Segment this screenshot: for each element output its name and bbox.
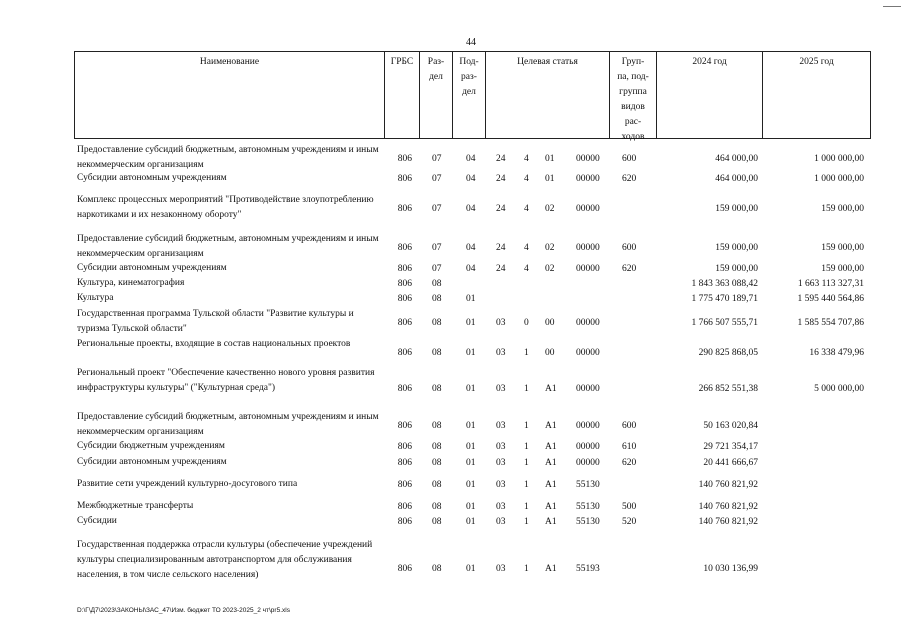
cell-v2025: 159 000,00 bbox=[821, 203, 864, 214]
cell-v2025: 1 585 554 707,86 bbox=[797, 317, 864, 328]
cell-v2024: 464 000,00 bbox=[715, 174, 758, 184]
cell-rz: 08 bbox=[432, 442, 442, 452]
cell-grbs: 806 bbox=[397, 480, 412, 490]
cell-pr: 01 bbox=[466, 458, 476, 468]
cell-t2: 4 bbox=[524, 264, 529, 274]
cell-vr: 600 bbox=[622, 242, 637, 253]
cell-t1: 24 bbox=[496, 153, 506, 164]
cell-t1: 03 bbox=[496, 420, 506, 431]
cell-t4: 55130 bbox=[576, 502, 600, 512]
row-name: Комплекс процессных мероприятий "Противодействие злоупотреблению наркотиками и их незаконному обороту" bbox=[77, 195, 374, 220]
table-row bbox=[0, 499, 905, 514]
cell-t4: 00000 bbox=[576, 264, 600, 274]
cell-v2025: 16 338 479,96 bbox=[809, 347, 864, 358]
cell-t3: 00 bbox=[545, 317, 555, 328]
cell-pr: 01 bbox=[466, 563, 476, 574]
table-row bbox=[0, 143, 905, 173]
row-name: Предоставление субсидий бюджетным, автономным учреждениям и иным некоммерческим организациям bbox=[77, 234, 379, 259]
cell-t4: 55193 bbox=[576, 563, 600, 574]
cell-grbs: 806 bbox=[397, 203, 412, 214]
table-row bbox=[0, 514, 905, 529]
cell-rz: 07 bbox=[432, 264, 442, 274]
cell-pr: 04 bbox=[466, 153, 476, 164]
cell-grbs: 806 bbox=[397, 384, 412, 394]
cell-grbs: 806 bbox=[397, 279, 412, 289]
cell-t4: 00000 bbox=[576, 203, 600, 214]
cell-v2025: 159 000,00 bbox=[821, 264, 864, 274]
cell-t3: A1 bbox=[545, 458, 557, 468]
cell-pr: 01 bbox=[466, 480, 476, 490]
cell-grbs: 806 bbox=[397, 242, 412, 253]
cell-vr: 620 bbox=[622, 264, 637, 274]
cell-t3: A1 bbox=[545, 480, 557, 490]
cell-v2025: 1 000 000,00 bbox=[814, 174, 864, 184]
cell-v2024: 50 163 020,84 bbox=[703, 420, 758, 431]
cell-t4: 00000 bbox=[576, 442, 600, 452]
table-row bbox=[0, 291, 905, 306]
cell-rz: 08 bbox=[432, 420, 442, 431]
cell-v2024: 1 766 507 555,71 bbox=[691, 317, 758, 328]
row-name: Предоставление субсидий бюджетным, автономным учреждениям и иным некоммерческим организациям bbox=[77, 145, 379, 170]
cell-t2: 1 bbox=[524, 563, 529, 574]
cell-v2025: 1 595 440 564,86 bbox=[797, 294, 864, 304]
cell-v2024: 140 760 821,92 bbox=[698, 517, 758, 527]
cell-grbs: 806 bbox=[397, 153, 412, 164]
header-group: Груп- па, под- группа видов рас- ходов bbox=[610, 52, 657, 138]
cell-pr: 01 bbox=[466, 517, 476, 527]
cell-pr: 01 bbox=[466, 442, 476, 452]
cell-pr: 01 bbox=[466, 347, 476, 358]
cell-t2: 1 bbox=[524, 502, 529, 512]
cell-t3: 00 bbox=[545, 347, 555, 358]
cell-t3: A1 bbox=[545, 517, 557, 527]
row-name: Субсидии автономным учреждениям bbox=[77, 263, 227, 273]
cell-t2: 4 bbox=[524, 174, 529, 184]
cell-t1: 24 bbox=[496, 242, 506, 253]
header-2025: 2025 год bbox=[799, 57, 834, 67]
cell-rz: 08 bbox=[432, 502, 442, 512]
cell-t2: 1 bbox=[524, 517, 529, 527]
cell-vr: 600 bbox=[622, 420, 637, 431]
row-name: Субсидии автономным учреждениям bbox=[77, 173, 227, 183]
cell-vr: 520 bbox=[622, 517, 637, 527]
cell-t4: 00000 bbox=[576, 153, 600, 164]
row-name: Субсидии автономным учреждениям bbox=[77, 457, 227, 467]
cell-t4: 00000 bbox=[576, 347, 600, 358]
row-name: Культура, кинематография bbox=[77, 278, 185, 288]
cell-t2: 1 bbox=[524, 384, 529, 394]
row-name: Государственная поддержка отрасли культуры (обеспечение учреждений культуры специализированным автотранспортом для обслуживания населения, в том числе сельского населения) bbox=[77, 540, 373, 580]
cell-t1: 03 bbox=[496, 480, 506, 490]
cell-vr: 620 bbox=[622, 458, 637, 468]
header-target: Целевая статья bbox=[486, 52, 610, 138]
header-podrazdel: Под- раз- дел bbox=[453, 52, 486, 138]
cell-v2025: 1 000 000,00 bbox=[814, 153, 864, 164]
table-row bbox=[0, 477, 905, 492]
cell-t4: 00000 bbox=[576, 317, 600, 328]
cell-v2024: 20 441 666,67 bbox=[703, 458, 758, 468]
row-name: Субсидии bbox=[77, 516, 117, 526]
file-path-footer: D:\Г\Д7\2023\ЗАКОНЫ\ЗАС_47\Изм. бюджет ТО 2023-2025_2 чт\pr5.xls bbox=[77, 607, 290, 614]
cell-grbs: 806 bbox=[397, 563, 412, 574]
cell-t1: 03 bbox=[496, 317, 506, 328]
table-row bbox=[0, 410, 905, 440]
cell-t3: A1 bbox=[545, 420, 557, 431]
cell-v2024: 1 843 363 088,42 bbox=[691, 279, 758, 289]
cell-vr: 610 bbox=[622, 442, 637, 452]
cell-v2024: 10 030 136,99 bbox=[703, 563, 758, 574]
cell-t3: 02 bbox=[545, 242, 555, 253]
cell-t3: 01 bbox=[545, 174, 555, 184]
cell-t1: 03 bbox=[496, 502, 506, 512]
cell-t3: 02 bbox=[545, 203, 555, 214]
cell-rz: 07 bbox=[432, 242, 442, 253]
cell-rz: 07 bbox=[432, 203, 442, 214]
cell-vr: 600 bbox=[622, 153, 637, 164]
cell-grbs: 806 bbox=[397, 442, 412, 452]
cell-vr: 500 bbox=[622, 502, 637, 512]
cell-v2025: 5 000 000,00 bbox=[814, 384, 864, 394]
cell-t2: 1 bbox=[524, 420, 529, 431]
cell-v2024: 159 000,00 bbox=[715, 264, 758, 274]
cell-t2: 0 bbox=[524, 317, 529, 328]
cell-t2: 4 bbox=[524, 153, 529, 164]
cell-grbs: 806 bbox=[397, 347, 412, 358]
table-row bbox=[0, 439, 905, 454]
table-row bbox=[0, 171, 905, 186]
cell-v2024: 464 000,00 bbox=[715, 153, 758, 164]
cell-t4: 00000 bbox=[576, 174, 600, 184]
cell-t3: A1 bbox=[545, 384, 557, 394]
cell-rz: 08 bbox=[432, 279, 442, 289]
cell-t2: 1 bbox=[524, 442, 529, 452]
cell-t4: 00000 bbox=[576, 420, 600, 431]
row-name: Государственная программа Тульской области "Развитие культуры и туризма Тульской области" bbox=[77, 309, 354, 334]
cell-pr: 04 bbox=[466, 174, 476, 184]
cell-t4: 00000 bbox=[576, 384, 600, 394]
cell-t4: 00000 bbox=[576, 458, 600, 468]
table-row bbox=[0, 538, 905, 598]
cell-rz: 08 bbox=[432, 517, 442, 527]
cell-t3: A1 bbox=[545, 502, 557, 512]
cell-t3: 01 bbox=[545, 153, 555, 164]
cell-pr: 01 bbox=[466, 420, 476, 431]
table-row bbox=[0, 232, 905, 262]
cell-t2: 4 bbox=[524, 203, 529, 214]
cell-pr: 04 bbox=[466, 203, 476, 214]
cell-t4: 00000 bbox=[576, 242, 600, 253]
cell-t2: 4 bbox=[524, 242, 529, 253]
cell-grbs: 806 bbox=[397, 317, 412, 328]
cell-pr: 01 bbox=[466, 502, 476, 512]
cell-t1: 24 bbox=[496, 203, 506, 214]
cell-t2: 1 bbox=[524, 347, 529, 358]
cell-rz: 07 bbox=[432, 153, 442, 164]
row-name: Субсидии бюджетным учреждениям bbox=[77, 441, 225, 451]
cell-t2: 1 bbox=[524, 458, 529, 468]
table-row bbox=[0, 337, 905, 367]
table-header bbox=[74, 51, 871, 142]
cell-grbs: 806 bbox=[397, 458, 412, 468]
cell-rz: 08 bbox=[432, 347, 442, 358]
cell-v2024: 29 721 354,17 bbox=[703, 442, 758, 452]
cell-rz: 08 bbox=[432, 384, 442, 394]
cell-grbs: 806 bbox=[397, 294, 412, 304]
page-number: 44 bbox=[466, 37, 476, 48]
cell-t1: 24 bbox=[496, 174, 506, 184]
table-row bbox=[0, 193, 905, 223]
cell-rz: 08 bbox=[432, 458, 442, 468]
cell-grbs: 806 bbox=[397, 264, 412, 274]
cell-rz: 07 bbox=[432, 174, 442, 184]
row-name: Региональные проекты, входящие в состав национальных проектов bbox=[77, 339, 351, 349]
cell-pr: 04 bbox=[466, 242, 476, 253]
cell-v2024: 1 775 470 189,71 bbox=[691, 294, 758, 304]
header-name: Наименование bbox=[75, 52, 385, 138]
cell-v2024: 159 000,00 bbox=[715, 203, 758, 214]
cell-t3: A1 bbox=[545, 442, 557, 452]
cell-t3: 02 bbox=[545, 264, 555, 274]
cell-grbs: 806 bbox=[397, 174, 412, 184]
header-grbs: ГРБС bbox=[385, 52, 420, 138]
top-rule bbox=[883, 6, 901, 7]
cell-rz: 08 bbox=[432, 294, 442, 304]
cell-grbs: 806 bbox=[397, 420, 412, 431]
cell-t1: 03 bbox=[496, 442, 506, 452]
cell-t1: 03 bbox=[496, 347, 506, 358]
cell-vr: 620 bbox=[622, 174, 637, 184]
table-row bbox=[0, 455, 905, 470]
cell-t1: 24 bbox=[496, 264, 506, 274]
cell-pr: 01 bbox=[466, 317, 476, 328]
cell-t4: 55130 bbox=[576, 480, 600, 490]
cell-grbs: 806 bbox=[397, 517, 412, 527]
cell-v2024: 140 760 821,92 bbox=[698, 502, 758, 512]
row-name: Культура bbox=[77, 293, 114, 303]
cell-grbs: 806 bbox=[397, 502, 412, 512]
cell-t3: A1 bbox=[545, 563, 557, 574]
row-name: Региональный проект "Обеспечение качественно нового уровня развития инфраструктуры культуры" ("Культурная среда") bbox=[77, 368, 375, 393]
cell-v2024: 159 000,00 bbox=[715, 242, 758, 253]
cell-t1: 03 bbox=[496, 458, 506, 468]
cell-v2024: 140 760 821,92 bbox=[698, 480, 758, 490]
cell-rz: 08 bbox=[432, 480, 442, 490]
cell-rz: 08 bbox=[432, 317, 442, 328]
cell-t2: 1 bbox=[524, 480, 529, 490]
table-row bbox=[0, 276, 905, 291]
cell-t4: 55130 bbox=[576, 517, 600, 527]
cell-t1: 03 bbox=[496, 384, 506, 394]
cell-t1: 03 bbox=[496, 563, 506, 574]
cell-pr: 01 bbox=[466, 384, 476, 394]
cell-v2024: 290 825 868,05 bbox=[698, 347, 758, 358]
table-row bbox=[0, 307, 905, 337]
table-row bbox=[0, 261, 905, 276]
cell-v2024: 266 852 551,38 bbox=[698, 384, 758, 394]
cell-v2025: 1 663 113 327,31 bbox=[797, 279, 864, 289]
cell-rz: 08 bbox=[432, 563, 442, 574]
header-2024: 2024 год bbox=[657, 52, 763, 138]
cell-t1: 03 bbox=[496, 517, 506, 527]
row-name: Предоставление субсидий бюджетным, автономным учреждениям и иным некоммерческим организациям bbox=[77, 412, 379, 437]
cell-v2025: 159 000,00 bbox=[821, 242, 864, 253]
cell-pr: 01 bbox=[466, 294, 476, 304]
row-name: Развитие сети учреждений культурно-досугового типа bbox=[77, 479, 298, 489]
header-razdel: Раз- дел bbox=[420, 52, 453, 138]
cell-pr: 04 bbox=[466, 264, 476, 274]
table-row bbox=[0, 366, 905, 411]
row-name: Межбюджетные трансферты bbox=[77, 501, 194, 511]
